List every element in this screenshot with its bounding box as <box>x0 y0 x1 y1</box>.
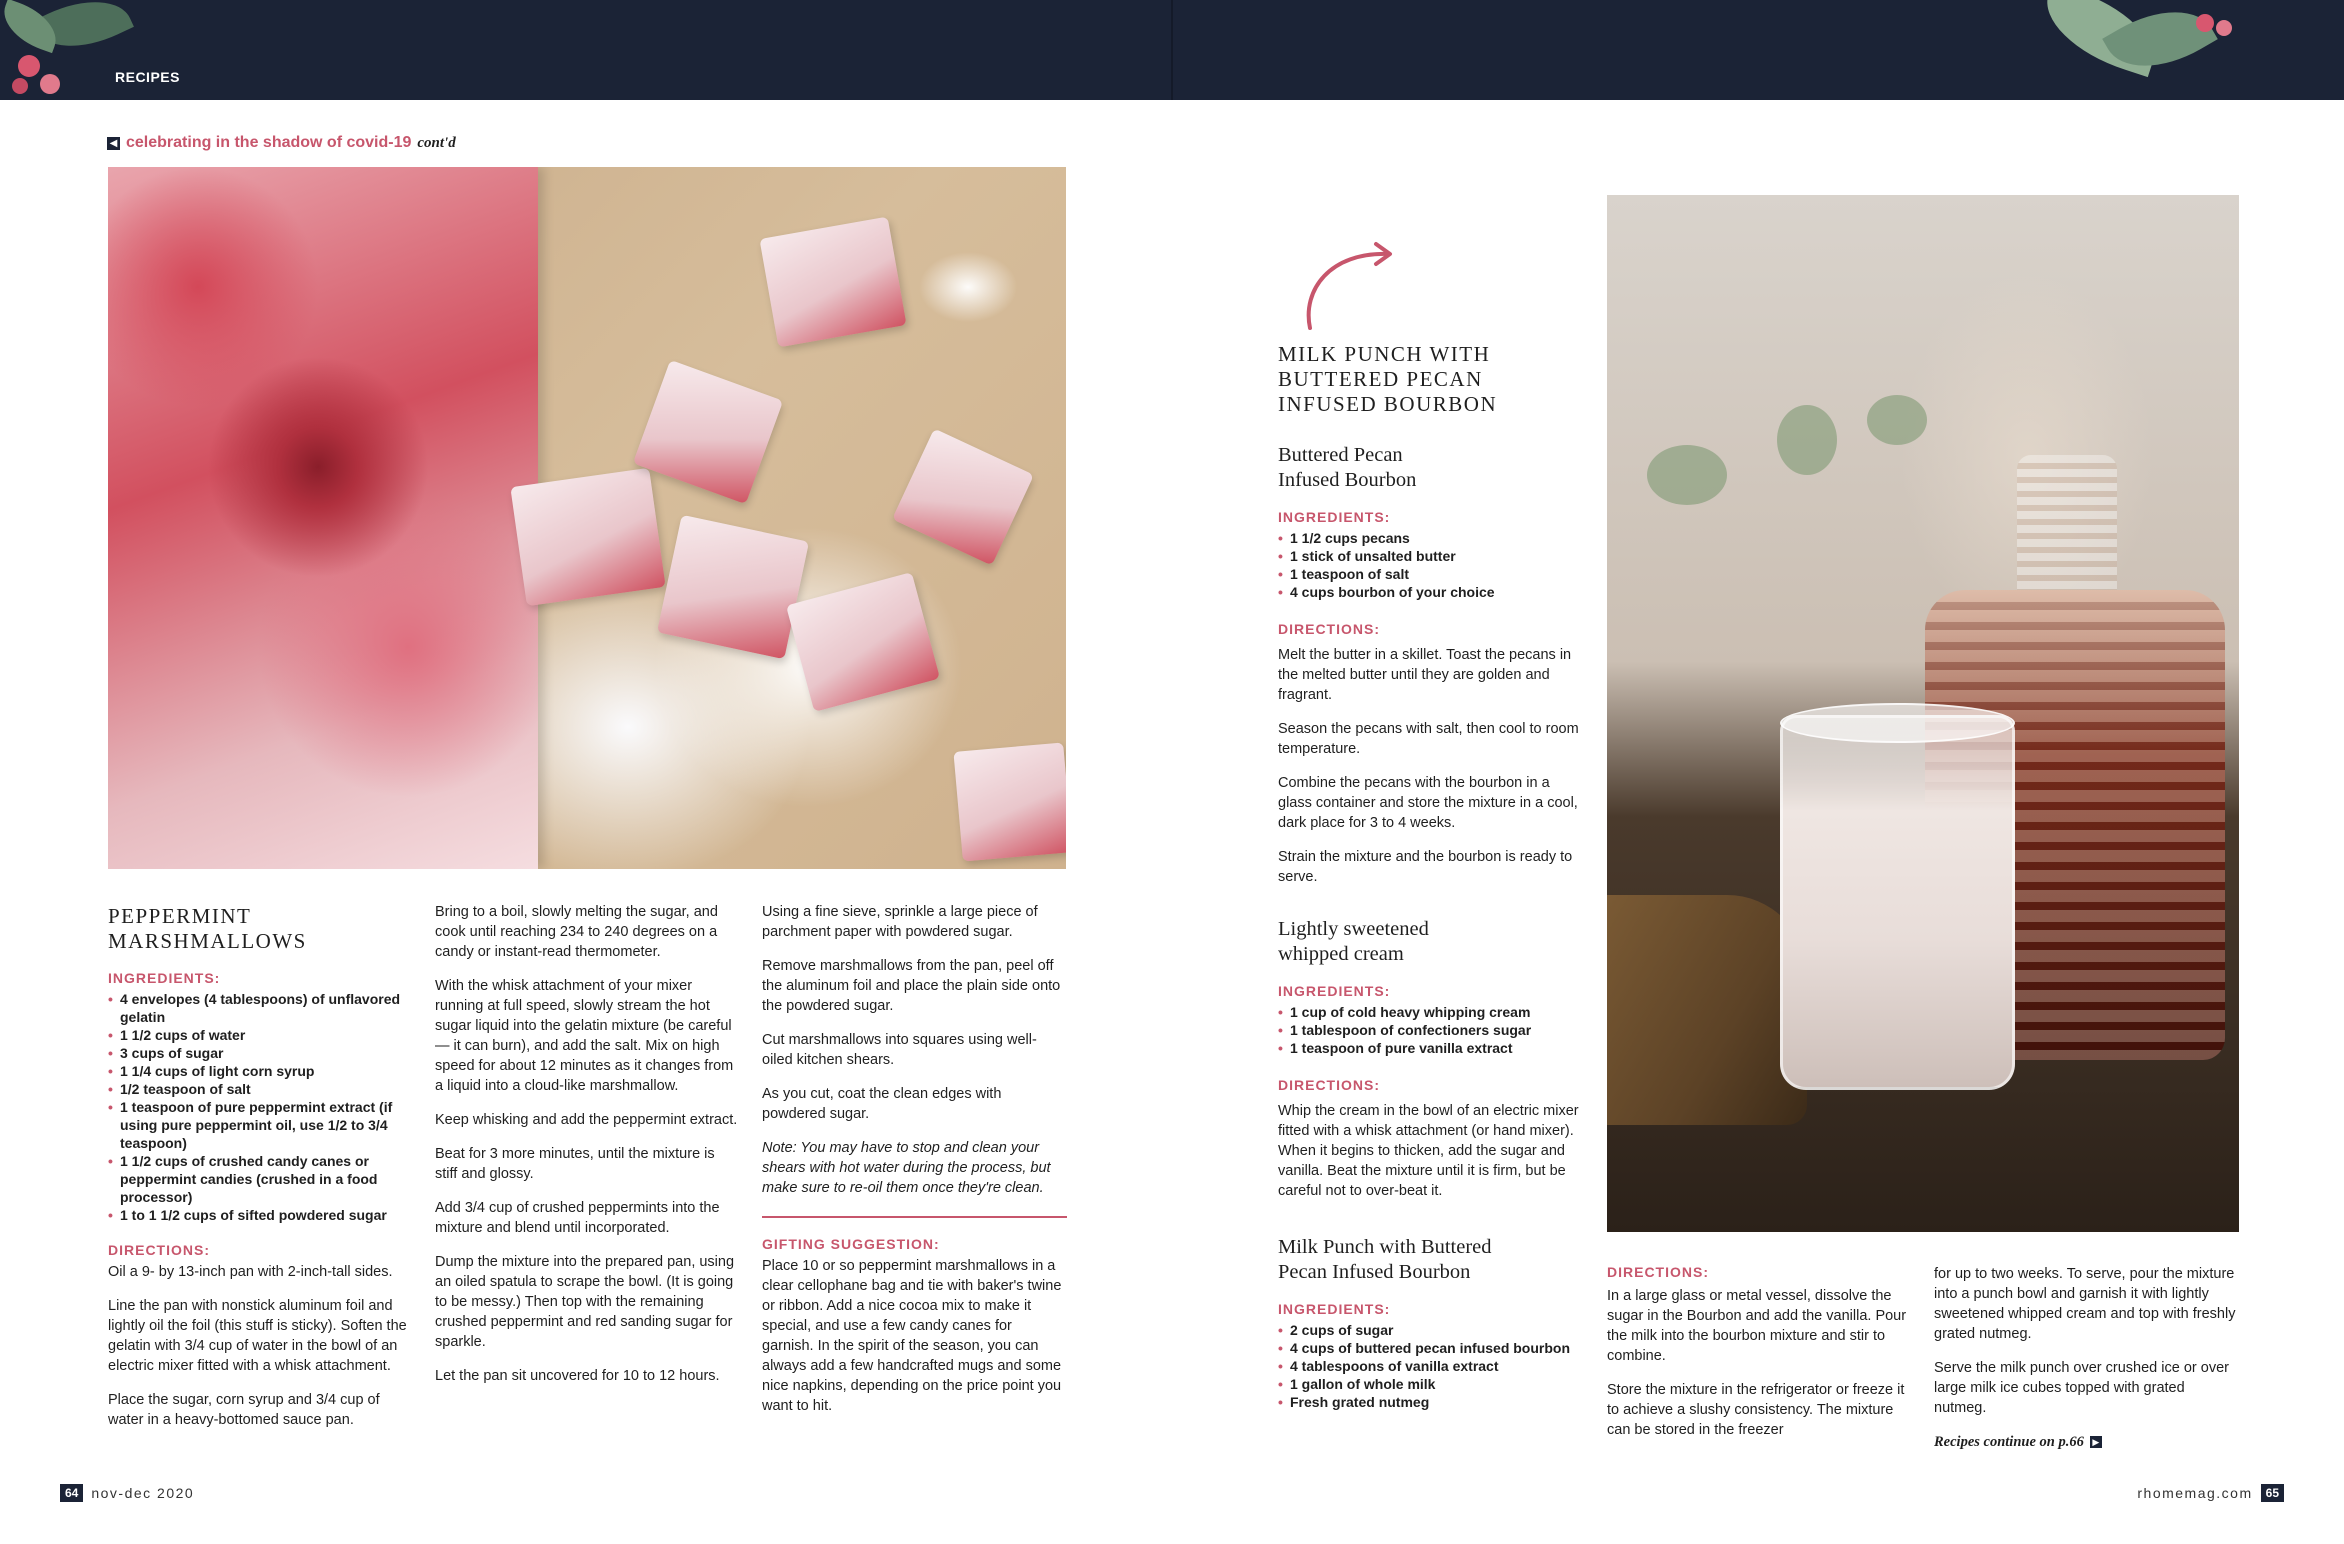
direction-paragraph: Cut marshmallows into squares using well-oiled kitchen shears. <box>762 1032 1037 1068</box>
ingredient-item: • 1/2 teaspoon of salt <box>108 1080 413 1098</box>
leaf-bokeh <box>1867 395 1927 445</box>
marshmallow-cube <box>892 428 1034 565</box>
subrecipe-title: Pecan Infused Bourbon <box>1278 1261 1471 1283</box>
ingredient-item: • 1 teaspoon of pure peppermint extract (if using pure peppermint oil, use 1/2 to 3/4 teaspoon) <box>108 1098 413 1152</box>
ingredient-item: • 3 cups of sugar <box>108 1044 413 1062</box>
marshmallow-cube <box>633 360 783 504</box>
leaf-bokeh <box>1777 405 1837 475</box>
page-spine <box>1171 0 1173 100</box>
direction-paragraph: Add 3/4 cup of crushed peppermints into the mixture and blend until incorporated. <box>435 1200 720 1236</box>
ingredient-item: • 4 cups bourbon of your choice <box>1278 583 1583 601</box>
direction-paragraph: Serve the milk punch over crushed ice or over large milk ice cubes topped with grated nutmeg. <box>1934 1360 2229 1416</box>
berry-decoration <box>2196 14 2214 32</box>
directions-label: DIRECTIONS: <box>1607 1264 1709 1280</box>
direction-paragraph: With the whisk attachment of your mixer running at full speed, slowly stream the hot sugar liquid into the gelatin mixture (be careful — it can burn), and add the salt. Mix on high speed for about 12 minutes as it changes from a liquid into a cloud-like marshmallow. <box>435 978 734 1094</box>
direction-paragraph: Season the pecans with salt, then cool to room temperature. <box>1278 721 1579 757</box>
subrecipe-title: whipped cream <box>1278 943 1404 965</box>
issue-date: nov-dec 2020 <box>91 1485 195 1501</box>
ingredient-item: • 1 gallon of whole milk <box>1278 1375 1583 1393</box>
ingredients-list <box>108 990 413 1224</box>
punch-directions-column-1 <box>1607 1262 1907 1454</box>
shears-note: Note: You may have to stop and clean your shears with hot water during the process, but make sure to re-oil them once they're clean. <box>762 1140 1051 1196</box>
page-number: 64 <box>60 1484 83 1502</box>
direction-paragraph: Bring to a boil, slowly melting the sugar, and cook until reaching 234 to 240 degrees on a candy or instant-read thermometer. <box>435 904 718 960</box>
recipe-title-line: BUTTERED PECAN <box>1278 367 1483 391</box>
leaf-bokeh <box>1647 445 1727 505</box>
ingredient-item: • 4 tablespoons of vanilla extract <box>1278 1357 1583 1375</box>
ingredient-item: • 1 1/2 cups of water <box>108 1026 413 1044</box>
forward-arrow-icon: ▶ <box>2090 1436 2102 1448</box>
ingredient-item: • 1 1/2 cups pecans <box>1278 529 1583 547</box>
ingredient-item: • 1 cup of cold heavy whipping cream <box>1278 1003 1583 1021</box>
continued-text: celebrating in the shadow of covid-19 <box>126 134 412 151</box>
direction-paragraph: Strain the mixture and the bourbon is ready to serve. <box>1278 849 1573 885</box>
recipe-title-line: MILK PUNCH WITH <box>1278 342 1491 366</box>
marshmallow-photo <box>108 167 1066 869</box>
gifting-label: GIFTING SUGGESTION: <box>762 1236 940 1252</box>
ingredient-item: • Fresh grated nutmeg <box>1278 1393 1583 1411</box>
direction-paragraph: Let the pan sit uncovered for 10 to 12 hours. <box>435 1368 720 1384</box>
milk-punch-column <box>1278 342 1583 1411</box>
direction-paragraph: Using a fine sieve, sprinkle a large piece of parchment paper with powdered sugar. <box>762 904 1038 940</box>
direction-paragraph: Place the sugar, corn syrup and 3/4 cup of water in a heavy-bottomed sauce pan. <box>108 1392 380 1428</box>
marshmallow-cube <box>759 217 906 348</box>
ingredient-item: • 4 envelopes (4 tablespoons) of unflavored gelatin <box>108 990 413 1026</box>
subrecipe-title: Lightly sweetened <box>1278 918 1429 940</box>
ingredient-item: • 1 teaspoon of pure vanilla extract <box>1278 1039 1583 1057</box>
marshmallow-column-3 <box>762 902 1067 1430</box>
curved-arrow-icon <box>1300 240 1400 340</box>
marshmallow-column-2 <box>435 902 740 1400</box>
ingredient-item: • 1 1/2 cups of crushed candy canes or peppermint candies (crushed in a food processor) <box>108 1152 413 1206</box>
ingredients-list <box>1278 1321 1583 1411</box>
milk-punch-glass <box>1780 715 2015 1090</box>
marshmallow-slab <box>108 167 538 869</box>
berry-decoration <box>12 78 28 94</box>
gifting-paragraph: Place 10 or so peppermint marshmallows in a clear cellophane bag and tie with baker's twine or ribbon. Add a nice cocoa mix to make it special, and use a few candy canes for garnish. In the spirit of the season, you can always add a few handcrafted mugs and some nice napkins, depending on the price point you want to hit. <box>762 1258 1062 1414</box>
ingredients-list <box>1278 529 1583 601</box>
ingredients-label: INGREDIENTS: <box>1278 509 1391 525</box>
continue-text: Recipes continue on p.66 <box>1934 1434 2084 1450</box>
direction-paragraph: Line the pan with nonstick aluminum foil and lightly oil the foil (this stuff is sticky). Soften the gelatin with 3/4 cup of water in the bowl of an electric mixer fitted with a whisk attachment. <box>108 1298 407 1374</box>
back-arrow-icon: ◀ <box>107 137 120 150</box>
directions-label: DIRECTIONS: <box>108 1242 210 1258</box>
direction-paragraph: As you cut, coat the clean edges with powdered sugar. <box>762 1086 1002 1122</box>
directions-label: DIRECTIONS: <box>1278 621 1380 637</box>
marshmallow-cube <box>786 572 940 712</box>
subrecipe-title: Milk Punch with Buttered <box>1278 1236 1492 1258</box>
recipe-title-line: PEPPERMINT <box>108 904 252 928</box>
ingredient-item: • 1 to 1 1/2 cups of sifted powdered sugar <box>108 1206 413 1224</box>
ingredient-item: • 1 1/4 cups of light corn syrup <box>108 1062 413 1080</box>
recipe-title-line: INFUSED BOURBON <box>1278 392 1498 416</box>
direction-paragraph: for up to two weeks. To serve, pour the mixture into a punch bowl and garnish it with lightly sweetened whipped cream and top with freshly grated nutmeg. <box>1934 1266 2236 1342</box>
berry-decoration <box>18 55 40 77</box>
marshmallow-cube <box>657 515 809 659</box>
ingredient-item: • 1 teaspoon of salt <box>1278 565 1583 583</box>
site-name: rhomemag.com <box>2137 1485 2253 1501</box>
section-label: RECIPES <box>115 69 180 85</box>
continue-link[interactable] <box>1934 1432 2239 1452</box>
divider-rule <box>762 1216 1067 1218</box>
marshmallow-column-1 <box>108 904 413 1444</box>
ingredient-item: • 2 cups of sugar <box>1278 1321 1583 1339</box>
ingredient-item: • 1 tablespoon of confectioners sugar <box>1278 1021 1583 1039</box>
direction-paragraph: Keep whisking and add the peppermint extract. <box>435 1112 738 1128</box>
subrecipe-title: Buttered Pecan <box>1278 444 1403 466</box>
ingredients-label: INGREDIENTS: <box>1278 983 1391 999</box>
direction-paragraph: Store the mixture in the refrigerator or freeze it to achieve a slushy consistency. The mixture can be stored in the freezer <box>1607 1382 1905 1438</box>
ingredient-item: • 4 cups of buttered pecan infused bourbon <box>1278 1339 1583 1357</box>
folio-right <box>2137 1484 2284 1502</box>
direction-paragraph: Beat for 3 more minutes, until the mixture is stiff and glossy. <box>435 1146 715 1182</box>
ingredients-list <box>1278 1003 1583 1057</box>
direction-paragraph: Combine the pecans with the bourbon in a glass container and store the mixture in a cool, dark place for 3 to 4 weeks. <box>1278 775 1578 831</box>
direction-paragraph: Remove marshmallows from the pan, peel off the aluminum foil and place the plain side onto the powdered sugar. <box>762 958 1061 1014</box>
punch-directions-column-2 <box>1934 1264 2239 1452</box>
napkin <box>1607 895 1807 1125</box>
page-number: 65 <box>2261 1484 2284 1502</box>
continued-link[interactable] <box>107 134 456 152</box>
berry-decoration <box>40 74 60 94</box>
subrecipe-title: Infused Bourbon <box>1278 469 1417 491</box>
glass-rim <box>1780 703 2015 743</box>
marshmallow-cube <box>953 742 1066 861</box>
continued-suffix: cont'd <box>417 134 456 151</box>
folio-left <box>60 1484 194 1502</box>
decanter-neck <box>2017 455 2117 605</box>
berry-decoration <box>2216 20 2232 36</box>
ingredients-label: INGREDIENTS: <box>108 970 221 986</box>
marshmallow-cube <box>510 468 665 606</box>
milk-punch-photo <box>1607 195 2239 1232</box>
direction-paragraph: Melt the butter in a skillet. Toast the pecans in the melted butter until they are golden and fragrant. <box>1278 647 1572 703</box>
direction-paragraph: Whip the cream in the bowl of an electric mixer fitted with a whisk attachment (or hand mixer). When it begins to thicken, add the sugar and vanilla. Beat the mixture until it is firm, but be careful not to over-beat it. <box>1278 1103 1579 1199</box>
ingredient-item: • 1 stick of unsalted butter <box>1278 547 1583 565</box>
directions-label: DIRECTIONS: <box>1278 1077 1380 1093</box>
direction-paragraph: Oil a 9- by 13-inch pan with 2-inch-tall sides. <box>108 1264 393 1280</box>
recipe-title-line: MARSHMALLOWS <box>108 929 307 953</box>
direction-paragraph: Dump the mixture into the prepared pan, using an oiled spatula to scrape the bowl. (It is going to be messy.) Then top with the remaining crushed peppermint and red sanding sugar for sparkle. <box>435 1254 735 1350</box>
direction-paragraph: In a large glass or metal vessel, dissolve the sugar in the Bourbon and add the vanilla. Pour the milk into the bourbon mixture and stir to combine. <box>1607 1288 1907 1364</box>
ingredients-label: INGREDIENTS: <box>1278 1301 1391 1317</box>
